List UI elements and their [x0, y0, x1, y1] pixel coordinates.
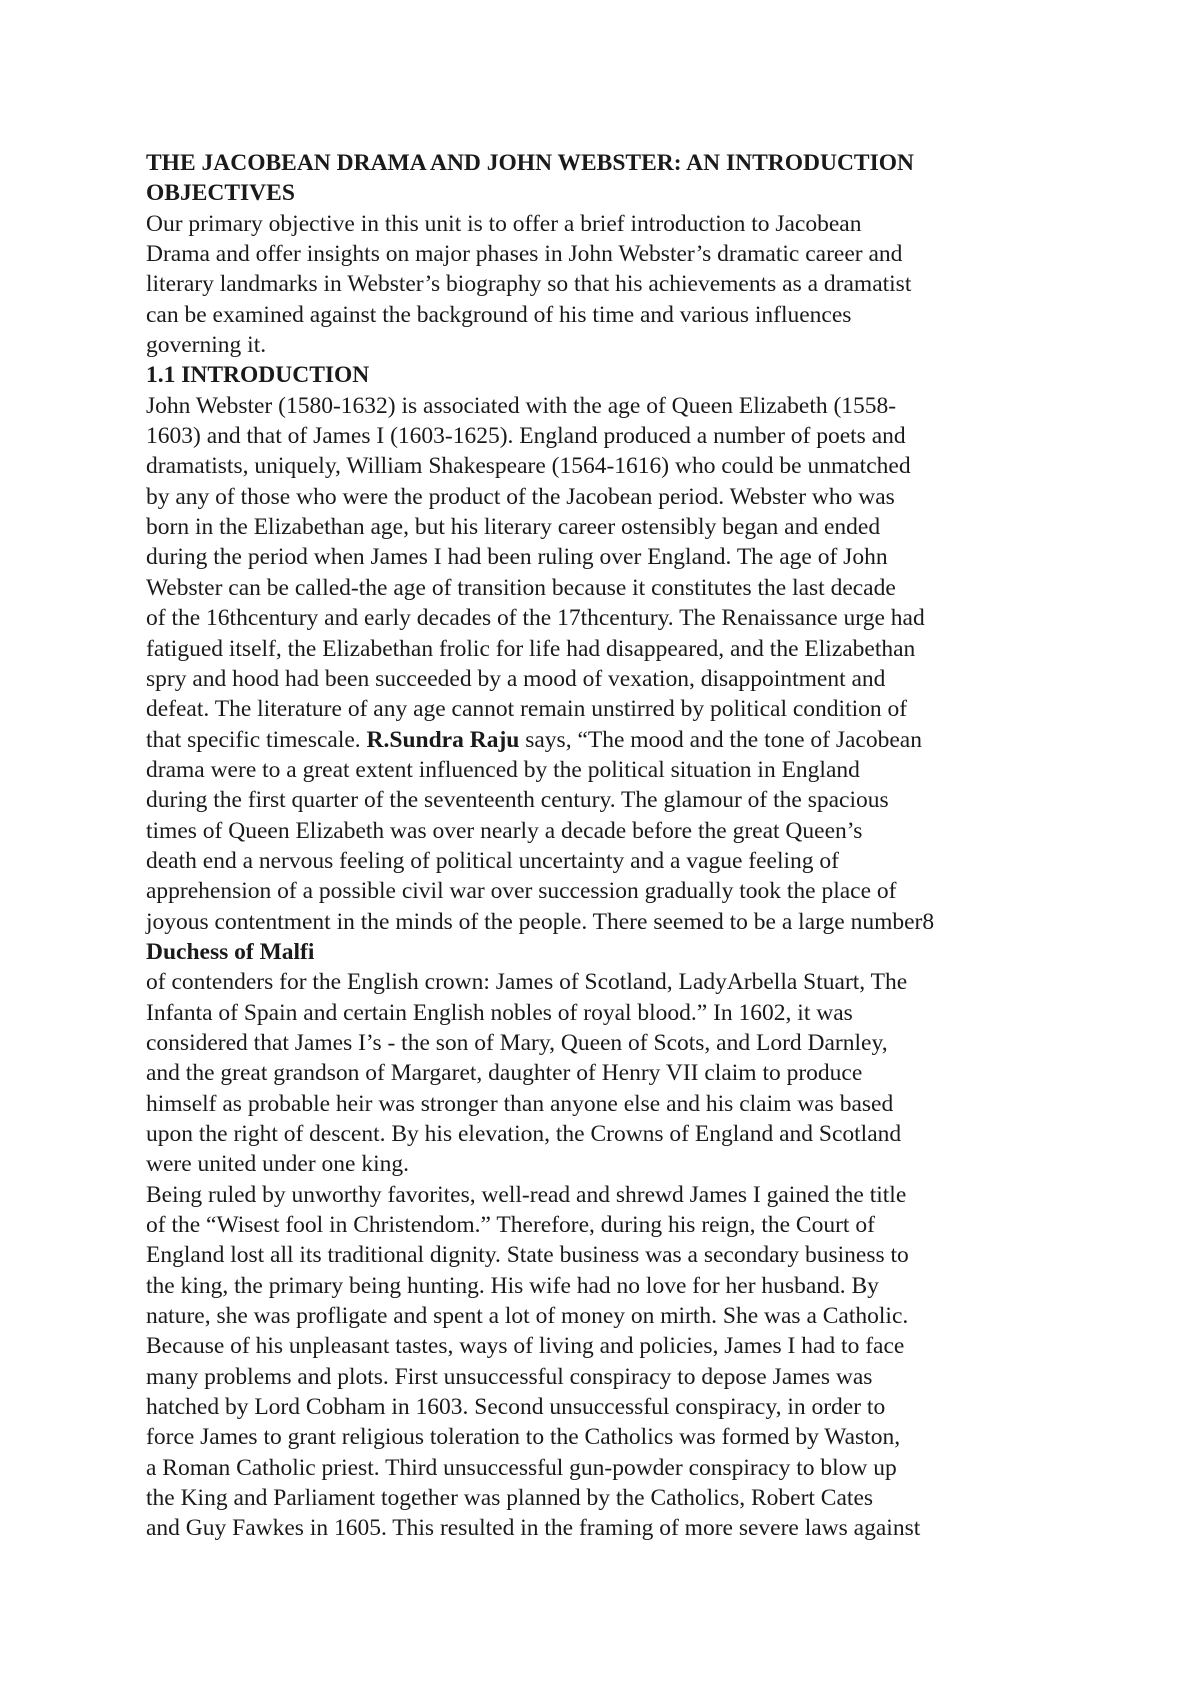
paragraph-line: the King and Parliament together was planned by the Catholics, Robert Cates [146, 1485, 874, 1512]
paragraph-line: and the great grandson of Margaret, daughter of Henry VII claim to produce [146, 1060, 863, 1087]
paragraph-line: 1603) and that of James I (1603-1625). England produced a number of poets and [146, 423, 906, 450]
running-header: Duchess of Malfi [146, 938, 315, 965]
paragraph-line: during the first quarter of the seventeenth century. The glamour of the spacious [146, 787, 889, 814]
document-title: THE JACOBEAN DRAMA AND JOHN WEBSTER: AN INTRODUCTION [146, 150, 914, 176]
paragraph-line: himself as probable heir was stronger than anyone else and his claim was based [146, 1090, 894, 1117]
paragraph-line: fatigued itself, the Elizabethan frolic for life had disappeared, and the Elizabethan [146, 635, 916, 662]
paragraph-line: times of Queen Elizabeth was over nearly a decade before the great Queen’s [146, 817, 863, 844]
paragraph-line: the king, the primary being hunting. His wife had no love for her husband. By [146, 1272, 879, 1299]
paragraph-line-quote-attribution [146, 725, 1146, 755]
paragraph-line: a Roman Catholic priest. Third unsuccessful gun-powder conspiracy to blow up [146, 1454, 897, 1481]
paragraph-line: by any of those who were the product of the Jacobean period. Webster who was [146, 483, 895, 510]
quoted-author-name: R.Sundra Raju [366, 726, 520, 753]
document-page [146, 148, 1146, 1544]
objectives-heading: OBJECTIVES [146, 180, 295, 207]
paragraph-line: literary landmarks in Webster’s biography so that his achievements as a dramatist [146, 271, 912, 298]
paragraph-line: of the “Wisest fool in Christendom.” Therefore, during his reign, the Court of [146, 1212, 875, 1239]
paragraph-line: were united under one king. [146, 1151, 409, 1178]
paragraph-line: Infanta of Spain and certain English nobles of royal blood.” In 1602, it was [146, 999, 853, 1026]
paragraph-line: many problems and plots. First unsuccessful conspiracy to depose James was [146, 1363, 873, 1390]
introduction-paragraph [146, 391, 1146, 1544]
paragraph-line: can be examined against the background of his time and various influences [146, 301, 852, 328]
paragraph-line: considered that James I’s - the son of Mary, Queen of Scots, and Lord Darnley, [146, 1029, 888, 1056]
objectives-paragraph [146, 209, 1146, 361]
paragraph-line: force James to grant religious toleration to the Catholics was formed by Waston, [146, 1424, 901, 1451]
paragraph-line: death end a nervous feeling of political uncertainty and a vague feeling of [146, 847, 839, 874]
quote-opening-text: says, “The mood and the tone of Jacobean [519, 726, 922, 753]
paragraph-line: Our primary objective in this unit is to offer a brief introduction to Jacobean [146, 210, 862, 237]
paragraph-line: upon the right of descent. By his elevation, the Crowns of England and Scotland [146, 1121, 902, 1147]
paragraph-line: governing it. [146, 332, 267, 359]
paragraph-line: hatched by Lord Cobham in 1603. Second unsuccessful conspiracy, in order to [146, 1394, 886, 1421]
paragraph-line: England lost all its traditional dignity. State business was a secondary business to [146, 1242, 909, 1269]
paragraph-line: Being ruled by unworthy favorites, well-read and shrewd James I gained the title [146, 1181, 907, 1208]
paragraph-line: of the 16thcentury and early decades of the 17thcentury. The Renaissance urge had [146, 605, 925, 632]
paragraph-line: drama were to a great extent influenced by the political situation in England [146, 756, 860, 783]
paragraph-line: dramatists, uniquely, William Shakespeare (1564-1616) who could be unmatched [146, 453, 911, 480]
paragraph-line: during the period when James I had been ruling over England. The age of John [146, 544, 888, 571]
paragraph-line: Webster can be called-the age of transition because it constitutes the last decade [146, 574, 896, 601]
introduction-heading: 1.1 INTRODUCTION [146, 362, 370, 389]
paragraph-line: and Guy Fawkes in 1605. This resulted in the framing of more severe laws against [146, 1515, 921, 1542]
paragraph-line: Drama and offer insights on major phases in John Webster’s dramatic career and [146, 241, 903, 268]
paragraph-line: joyous contentment in the minds of the people. There seemed to be a large number8 [146, 908, 935, 935]
paragraph-line: of contenders for the English crown: James of Scotland, LadyArbella Stuart, The [146, 969, 908, 996]
paragraph-line: Because of his unpleasant tastes, ways of living and policies, James I had to face [146, 1333, 905, 1360]
paragraph-line: spry and hood had been succeeded by a mood of vexation, disappointment and [146, 665, 886, 692]
quote-lead-text: that specific timescale. [146, 726, 367, 753]
paragraph-line: apprehension of a possible civil war over succession gradually took the place of [146, 878, 897, 905]
paragraph-line: defeat. The literature of any age cannot remain unstirred by political condition of [146, 696, 908, 723]
paragraph-line: John Webster (1580-1632) is associated with the age of Queen Elizabeth (1558- [146, 392, 897, 419]
paragraph-line: born in the Elizabethan age, but his literary career ostensibly began and ended [146, 514, 881, 541]
paragraph-line: nature, she was profligate and spent a lot of money on mirth. She was a Catholic. [146, 1303, 909, 1330]
